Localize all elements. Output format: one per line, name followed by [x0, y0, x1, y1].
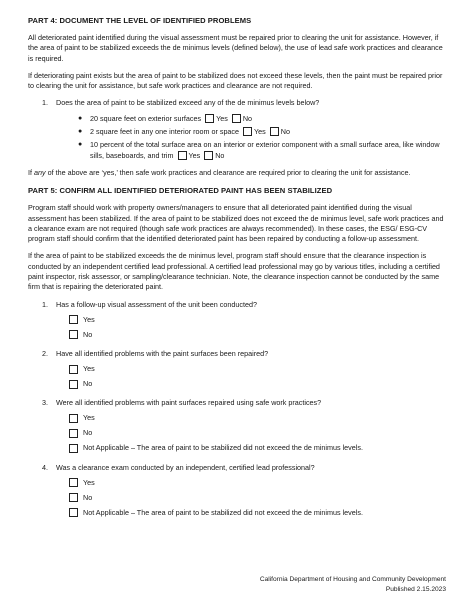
yes-label: Yes: [83, 413, 95, 423]
part5-heading: PART 5: CONFIRM ALL IDENTIFIED DETERIORATED PAINT HAS BEEN STABILIZED: [28, 186, 333, 196]
no-label: No: [83, 379, 93, 389]
part5-paragraph-2: If the area of paint to be stabilized exceeds the de minimus level, program staff should ensure that the clearance inspection is conducted by an independent certified lead professional. A certified lead professional may go by various titles, including a certified paint inspector, risk assessor, or sampling/clearance technician. Note, the clearance inspection cannot be conducted by the same firm that is repairing the deteriorated paint.: [28, 251, 440, 292]
bullet-text: 20 square feet on exterior surfaces: [90, 113, 202, 123]
bullet-text: 2 square feet in any one interior room or space: [90, 127, 240, 137]
yes-checkbox[interactable]: [178, 151, 187, 160]
question-number: 1.: [42, 299, 48, 309]
yes-checkbox[interactable]: [69, 478, 78, 487]
bullet-text: 10 percent of the total surface area on an interior or exterior component with a small surface area, like window sills, baseboards, and trim: [90, 140, 440, 160]
list-item: [78, 140, 448, 161]
q2-yes-option[interactable]: [69, 364, 448, 374]
question-text: Were all identified problems with paint surfaces repaired using safe work practices?: [56, 398, 322, 408]
no-checkbox[interactable]: [69, 493, 78, 502]
question-number: 4.: [42, 462, 48, 472]
bullet-icon: ●: [78, 141, 83, 149]
yes-checkbox[interactable]: [69, 315, 78, 324]
document-page: [28, 16, 448, 523]
no-checkbox[interactable]: [204, 151, 213, 160]
no-checkbox[interactable]: [69, 330, 78, 339]
part4-heading: PART 4: DOCUMENT THE LEVEL OF IDENTIFIED PROBLEMS: [28, 16, 252, 25]
part4-question-1: [42, 98, 448, 108]
no-label: No: [83, 329, 93, 339]
no-checkbox[interactable]: [69, 429, 78, 438]
bullet-icon: ●: [78, 128, 83, 136]
question-number: 1.: [42, 98, 48, 108]
part5-question-2: [42, 349, 448, 359]
na-checkbox[interactable]: [69, 508, 78, 517]
page-footer: [260, 575, 446, 595]
yes-label: Yes: [83, 314, 95, 324]
question-number: 2.: [42, 348, 48, 358]
part4-paragraph-3: If any of the above are ‘yes,’ then safe work practices and clearance are required prior to clearing the unit for assistance.: [28, 167, 411, 177]
q4-yes-option[interactable]: [69, 478, 448, 488]
footer-published-date: Published 2.15.2023: [385, 586, 446, 593]
no-checkbox[interactable]: [270, 127, 279, 136]
bullet-icon: ●: [78, 114, 83, 122]
no-checkbox[interactable]: [232, 114, 241, 123]
question-text: Have all identified problems with the paint surfaces been repaired?: [56, 348, 269, 358]
no-label: No: [83, 492, 93, 502]
yes-checkbox[interactable]: [69, 414, 78, 423]
no-checkbox[interactable]: [69, 380, 78, 389]
q3-no-option[interactable]: [69, 429, 448, 439]
na-label: Not Applicable – The area of paint to be stabilized did not exceed the de minimus levels.: [83, 507, 363, 517]
no-label: No: [242, 113, 253, 123]
question-text: Was a clearance exam conducted by an independent, certified lead professional?: [56, 462, 315, 472]
q3-na-option[interactable]: [69, 444, 448, 454]
part5-question-1: [42, 300, 448, 310]
part5-question-4: [42, 463, 448, 473]
yes-label: Yes: [254, 127, 266, 137]
part4-paragraph-1: All deteriorated paint identified during the visual assessment must be repaired prior to clearing the unit for assistance. However, if the area of paint to be stabilized exceeds the de minimus levels (defined below), the use of lead safe work practices and clearance is required.: [28, 33, 443, 63]
q4-no-option[interactable]: [69, 493, 448, 503]
na-label: Not Applicable – The area of paint to be stabilized did not exceed the de minimus levels.: [83, 443, 363, 453]
yes-label: Yes: [188, 150, 201, 160]
yes-label: Yes: [83, 477, 95, 487]
part5-paragraph-1: Program staff should work with property owners/managers to ensure that all deteriorated paint identified during the visual assessment has been stabilized. If the area of paint to be stabilized does not exceed the de minimus level, safe work practices and a clearance exam are not required (though safe work practices are always recommended). In these cases, the ESG/ ESG-CV program staff should confirm that the identified deteriorated paint has been repaired by conducting a follow-up assessment.: [28, 203, 444, 244]
de-minimus-list: [78, 114, 448, 161]
yes-checkbox[interactable]: [205, 114, 214, 123]
question-number: 3.: [42, 398, 48, 408]
question-text: Does the area of paint to be stabilized exceed any of the de minimus levels below?: [56, 98, 320, 108]
list-item: [78, 114, 448, 124]
yes-label: Yes: [83, 364, 95, 374]
part5-question-3: [42, 398, 448, 408]
q3-yes-option[interactable]: [69, 414, 448, 424]
q1-yes-option[interactable]: [69, 315, 448, 325]
q4-na-option[interactable]: [69, 508, 448, 518]
no-label: No: [280, 127, 290, 137]
yes-checkbox[interactable]: [69, 365, 78, 374]
yes-checkbox[interactable]: [243, 127, 252, 136]
yes-label: Yes: [216, 113, 228, 123]
na-checkbox[interactable]: [69, 444, 78, 453]
q1-no-option[interactable]: [69, 330, 448, 340]
no-label: No: [83, 428, 93, 438]
list-item: [78, 127, 448, 137]
footer-organization: California Department of Housing and Community Development: [259, 576, 446, 583]
question-text: Has a follow-up visual assessment of the unit been conducted?: [56, 299, 257, 309]
no-label: No: [215, 150, 225, 160]
part4-paragraph-2: If deteriorating paint exists but the area of paint to be stabilized does not exceed these levels, then the paint must be repaired prior to clearing the unit for assistance, but safe work practices and clearance are not required.: [28, 70, 443, 91]
q2-no-option[interactable]: [69, 379, 448, 389]
